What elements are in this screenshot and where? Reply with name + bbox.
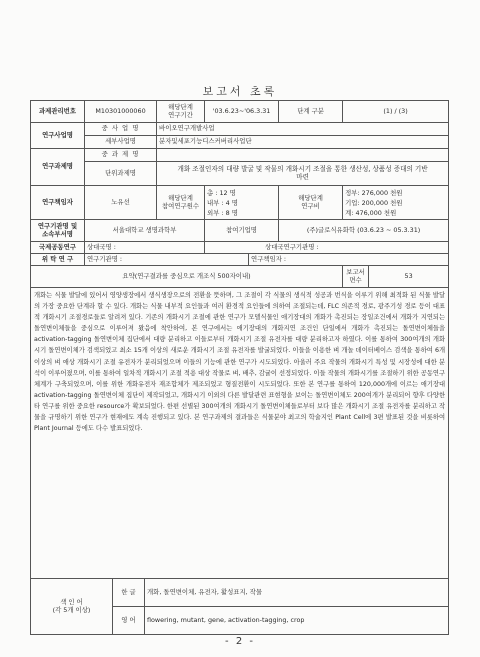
unit-task-value: 개화 조절인자의 대량 발굴 및 작물의 개화시기 조절을 통한 생산성, 상품성 증대의 기반 마련 xyxy=(157,162,449,186)
org-name: 서울대학교 생명과학부 xyxy=(85,220,205,242)
total-value: 12 명 xyxy=(219,188,236,197)
keywords-en-label: 영 어 xyxy=(113,607,145,635)
stage-label: 단계 구분 xyxy=(279,101,343,123)
gov-label: 정부: xyxy=(345,188,360,197)
sum-value: 476,000 천원 xyxy=(355,208,397,217)
report-summary-table xyxy=(30,100,449,635)
pages-value: 53 xyxy=(369,266,449,288)
keywords-ko-label: 한 글 xyxy=(113,579,145,607)
task-code-label: 과제관리번호 xyxy=(31,101,85,123)
keywords-label: 색 인 어 (각 5개 이상) xyxy=(31,579,113,635)
pages-label: 보고서 면수 xyxy=(343,266,369,288)
participant-count-label: 해당단계 참여연구원수 xyxy=(157,186,205,220)
keywords-en: flowering, mutant, gene, activation-tagging, crop xyxy=(145,607,449,635)
consign-inst xyxy=(85,254,249,266)
detail-project-label: 세부사업명 xyxy=(85,136,157,149)
big-task-value xyxy=(157,149,449,162)
period-label: 해당단계 연구기간 xyxy=(157,101,205,123)
external-label: 외부 : xyxy=(207,208,224,217)
intl-inst xyxy=(205,242,449,254)
pi-label: 연구책임자 xyxy=(31,186,85,220)
task-code-value: M10301000060 xyxy=(85,101,157,123)
sum-label: 계: xyxy=(345,208,354,217)
intl-partner-label: 상대국명 : xyxy=(87,242,116,251)
company-label: 참여기업명 xyxy=(205,220,279,242)
mid-project-value: 바이오연구개발사업 xyxy=(157,123,449,136)
consign-label: 위 탁 연 구 xyxy=(31,254,85,266)
keywords-ko: 개화, 돌연변이체, 유전자, 활성표지, 작물 xyxy=(145,579,449,607)
stage-value: (1) / (3) xyxy=(343,101,449,123)
external-value: 8 명 xyxy=(225,208,238,217)
task-name-label: 연구과제명 xyxy=(31,149,85,186)
cost-values xyxy=(343,186,449,220)
period-value: '03.6.23~'06.3.31 xyxy=(205,101,279,123)
detail-project-value: 분자및세포기능디스커버리사업단 xyxy=(157,136,449,149)
total-label: 총 : xyxy=(207,188,218,197)
pi-name: 노유선 xyxy=(85,186,157,220)
company-name: (주)글로식유화학 (03.6.23 ~ 05.3.31) xyxy=(279,220,449,242)
summary-label: 요약(연구결과를 중심으로 개조식 500자이내) xyxy=(31,266,343,288)
summary-text: 개화는 식물 발달에 있어서 영양생장에서 생식생장으로의 전환을 뜻하며, 그 조절이 각 식물의 생식적 성공과 번식을 이루기 위해 최적화 된 식물 발달의 가장 중요한 단계라 할 수 있다. 개화는 식물 내부적 요인들과 여러 환경적 요인들에 의하여 조절되는데, FLC 의존적 경로, 광주기성 경로 등이 대표적 개화시기 조절경로들로 알려져 있다. 기존의 개화시기 조절에 관한 연구가 모델식물인 애기장대의 개화가 촉진되는 장일조건에서 개화가 지연되는 돌연변이체들을 중심으로 이루어져 왔음에 착안하여, 본 연구에서는 애기장대의 개화지연 조건인 단일에서 개화가 촉진되는 돌연변이체들을 activation-tagging 돌연변이체 집단에서 대량 분리하고 이들로부터 개화시기 조절 유전자를 대량 분리하고자 하였다. 이를 통하여 300여개의 개화시기 돌연변이체가 검색되었고 최소 15개 이상의 새로운 개화시기 조절 유전자를 발굴되었다. 이들을 이용한 벼 개놀 데이터베이스 검색을 통하여 6개 이상의 벼 애상 개화시기 조절 유전자가 분리되었으며 이들의 기능에 관한 연구가 시도되었다. 아울러 주요 작물의 개화시기 특성 및 시장성에 대한 분석이 이루어졌으며, 이를 통하여 일차적 개화시기 조절 적용 대상 작물로 벼, 배추, 감귤이 선정되었다. 이들 작물의 개화시기를 조절하기 위한 공동연구체계가 구축되었으며, 이를 위한 개화유전자 재조합체가 제조되었고 형질전환이 시도되었다. 또한 본 연구를 통하여 120,000개에 이르는 애기장대 activation-tagging 돌연변이체 집단이 제작되었고, 개화시기 이외의 다른 발달관련 표현형을 보이는 돌연변이체도 200여개가 분리되어 향후 다양한 타 연구를 위한 중요한 resource가 확보되었다. 한편 선별된 300여개의 개화시기 돌연변이체들로부터 보다 많은 개화시기 조절 유전자를 분리하고 작물을 규명하기 위한 연구가 현재에도 계속 진행되고 있다. 본 연구과제의 결과들은 식물분야 최고의 학술지인 Plant Cell에 3편 발표된 것을 비롯하여 Plant Journal 등에도 다수 발표되었다. xyxy=(31,288,449,579)
internal-value: 4 명 xyxy=(225,198,238,207)
internal-label: 내부 : xyxy=(207,198,224,207)
org-label: 연구기관명 및 소속부서명 xyxy=(31,220,85,242)
consign-lead-label: 연구책임자 : xyxy=(251,254,287,263)
consign-inst-label: 연구기관명 : xyxy=(87,254,123,263)
page-number: - 2 - xyxy=(225,636,255,647)
mid-project-label: 중 사 업 명 xyxy=(85,123,157,136)
consign-lead xyxy=(249,254,449,266)
company-cost-label: 기업: xyxy=(345,198,360,207)
gov-value: 276,000 천원 xyxy=(361,188,403,197)
intl-partner xyxy=(85,242,205,254)
company-cost-value: 200,000 천원 xyxy=(361,198,403,207)
intl-label: 국제공동연구 xyxy=(31,242,85,254)
project-label: 연구사업명 xyxy=(31,123,85,149)
participant-counts xyxy=(205,186,279,220)
page-title: 보고서 초록 xyxy=(202,85,278,98)
unit-task-label: 단위과제명 xyxy=(85,162,157,186)
intl-inst-label: 상대국연구기관명 : xyxy=(265,242,319,251)
big-task-label: 중 과 제 명 xyxy=(85,149,157,162)
cost-label: 해당단계 연구비 xyxy=(279,186,343,220)
